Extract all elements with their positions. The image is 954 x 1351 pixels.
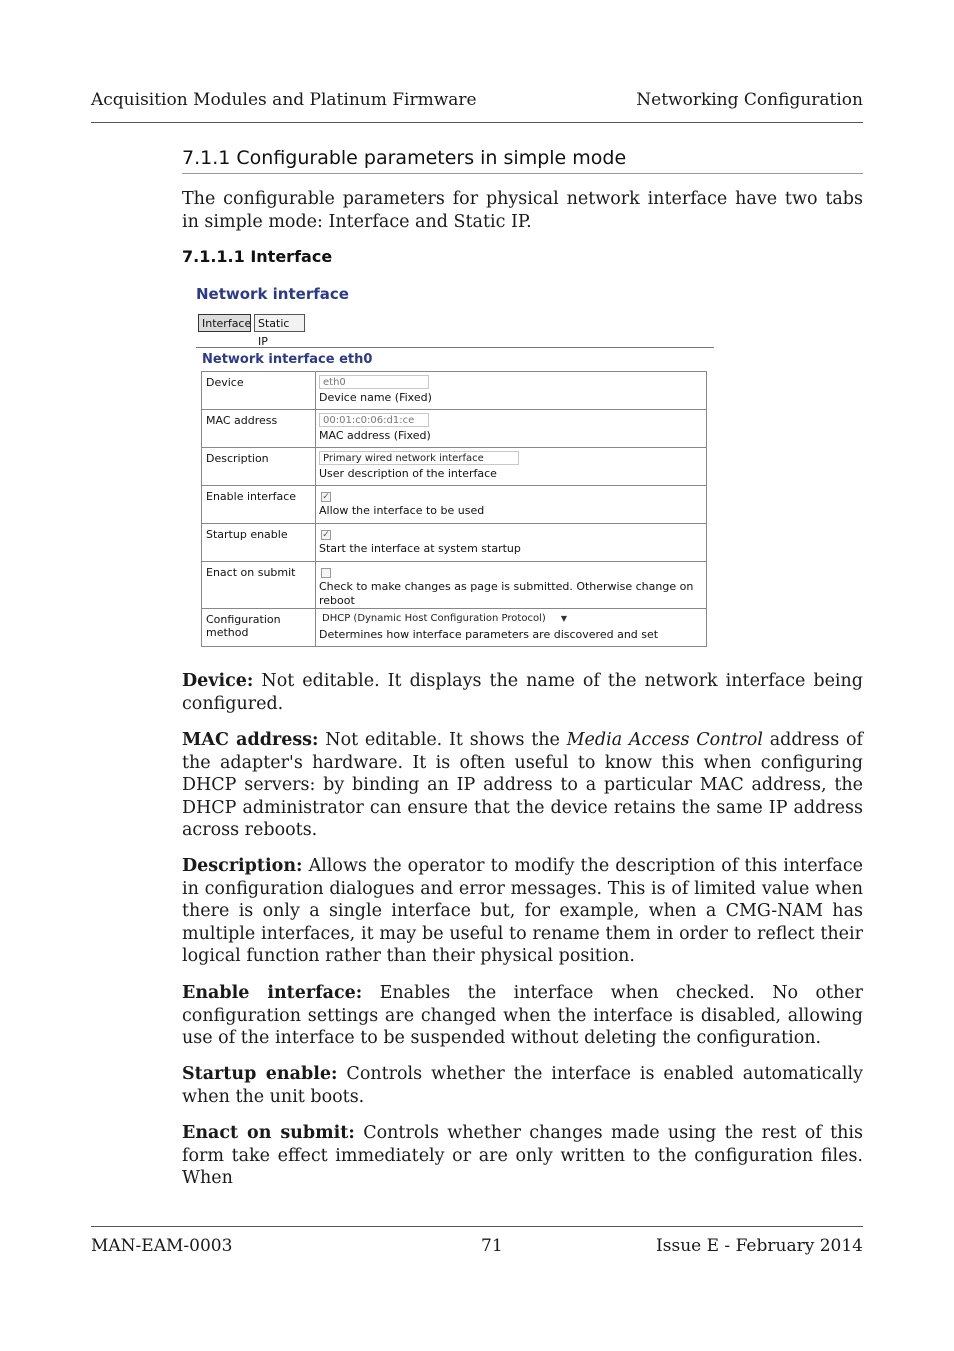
dropdown-arrow-icon: ▼ bbox=[560, 614, 567, 623]
screenshot-section-title: Network interface eth0 bbox=[202, 352, 373, 367]
configuration-method-value: DHCP (Dynamic Host Configuration Protocol) bbox=[322, 613, 546, 624]
description-input[interactable]: Primary wired network interface bbox=[319, 451, 519, 465]
row-label-description: Description bbox=[202, 448, 316, 486]
mac-term: MAC address: bbox=[182, 730, 319, 750]
tab-interface[interactable]: Interface bbox=[198, 314, 251, 332]
header-rule bbox=[91, 122, 863, 123]
screenshot-section-rule bbox=[196, 347, 714, 348]
enable-interface-hint: Allow the interface to be used bbox=[319, 504, 485, 517]
header-left: Acquisition Modules and Platinum Firmware bbox=[91, 90, 477, 110]
table-row bbox=[202, 410, 707, 448]
enact-on-submit-term: Enact on submit: bbox=[182, 1123, 355, 1143]
startup-enable-hint: Start the interface at system startup bbox=[319, 542, 521, 555]
table-row bbox=[202, 524, 707, 562]
footer-rule bbox=[91, 1226, 863, 1227]
row-label-device: Device bbox=[202, 372, 316, 410]
mac-hint: MAC address (Fixed) bbox=[319, 429, 431, 442]
device-paragraph bbox=[182, 670, 863, 715]
device-field: eth0 bbox=[319, 375, 429, 389]
configuration-method-select[interactable] bbox=[319, 612, 571, 626]
enact-on-submit-hint: Check to make changes as page is submitted. Otherwise change on reboot bbox=[319, 580, 694, 607]
mac-text-b: address of the adapter's hardware. It is often useful to know this when configuring DHCP servers: by binding an IP address to a particular MAC address, the DHCP administrator can ensure that the device retains the same IP address across reboots. bbox=[182, 730, 863, 841]
header-right: Networking Configuration bbox=[636, 90, 863, 110]
enable-interface-term: Enable interface: bbox=[182, 983, 363, 1003]
section-heading-rule bbox=[182, 173, 863, 174]
startup-enable-paragraph bbox=[182, 1063, 863, 1108]
document-number: MAN-EAM-0003 bbox=[91, 1236, 233, 1256]
startup-enable-checkbox[interactable]: ✓ bbox=[322, 530, 330, 540]
intro-paragraph: The configurable parameters for physical network interface have two tabs in simple mode: Interface and Static IP. bbox=[182, 189, 863, 232]
device-text: Not editable. It displays the name of the network interface being configured. bbox=[182, 671, 863, 714]
subsection-heading: 7.1.1.1 Interface bbox=[182, 247, 333, 266]
enable-interface-checkbox[interactable]: ✓ bbox=[322, 492, 330, 502]
description-paragraph bbox=[182, 855, 863, 968]
configuration-method-hint: Determines how interface parameters are discovered and set bbox=[319, 628, 659, 641]
table-row bbox=[202, 448, 707, 486]
device-hint: Device name (Fixed) bbox=[319, 391, 432, 404]
row-label-enable-interface: Enable interface bbox=[202, 486, 316, 524]
row-label-enact-on-submit: Enact on submit bbox=[202, 562, 316, 609]
mac-emphasis: Media Access Control bbox=[566, 730, 763, 750]
description-term: Description: bbox=[182, 856, 303, 876]
enable-interface-paragraph bbox=[182, 982, 863, 1050]
table-row bbox=[202, 372, 707, 410]
screenshot-title: Network interface bbox=[196, 285, 349, 303]
description-text: Allows the operator to modify the description of this interface in configuration dialogues and error messages. This is of limited value when there is only a single interface but, for example, when a CMG-NAM has multiple interfaces, it may be useful to rename them in order to reflect their logical function rather than their physical position. bbox=[182, 856, 863, 967]
page-header bbox=[91, 90, 863, 114]
page-footer bbox=[91, 1236, 863, 1260]
table-row bbox=[202, 486, 707, 524]
tab-static-ip[interactable]: Static IP bbox=[254, 314, 305, 332]
row-label-configuration-method: Configuration method bbox=[202, 609, 316, 647]
mac-paragraph bbox=[182, 729, 863, 842]
enact-on-submit-paragraph bbox=[182, 1122, 863, 1190]
interface-settings-table bbox=[201, 371, 707, 647]
section-heading: 7.1.1 Configurable parameters in simple mode bbox=[182, 147, 627, 169]
enact-on-submit-checkbox[interactable] bbox=[321, 568, 331, 578]
enable-interface-text: Enables the interface when checked. No other configuration settings are changed when the interface is disabled, allowing use of the interface to be suspended without deleting the configuration. bbox=[182, 983, 864, 1049]
startup-enable-term: Startup enable: bbox=[182, 1064, 338, 1084]
device-term: Device: bbox=[182, 671, 254, 691]
mac-address-field: 00:01:c0:06:d1:ce bbox=[319, 413, 429, 427]
startup-enable-text: Controls whether the interface is enabled automatically when the unit boots. bbox=[182, 1064, 864, 1107]
enact-on-submit-text: Controls whether changes made using the rest of this form take effect immediately or are only written to the configuration files. When bbox=[182, 1123, 863, 1189]
issue-date: Issue E - February 2014 bbox=[656, 1236, 863, 1256]
description-hint: User description of the interface bbox=[319, 467, 497, 480]
table-row bbox=[202, 609, 707, 647]
row-label-mac: MAC address bbox=[202, 410, 316, 448]
page-number: 71 bbox=[481, 1236, 503, 1256]
network-interface-screenshot bbox=[196, 280, 716, 652]
table-row bbox=[202, 562, 707, 609]
row-label-startup-enable: Startup enable bbox=[202, 524, 316, 562]
mac-text-a: Not editable. It shows the bbox=[318, 730, 567, 750]
